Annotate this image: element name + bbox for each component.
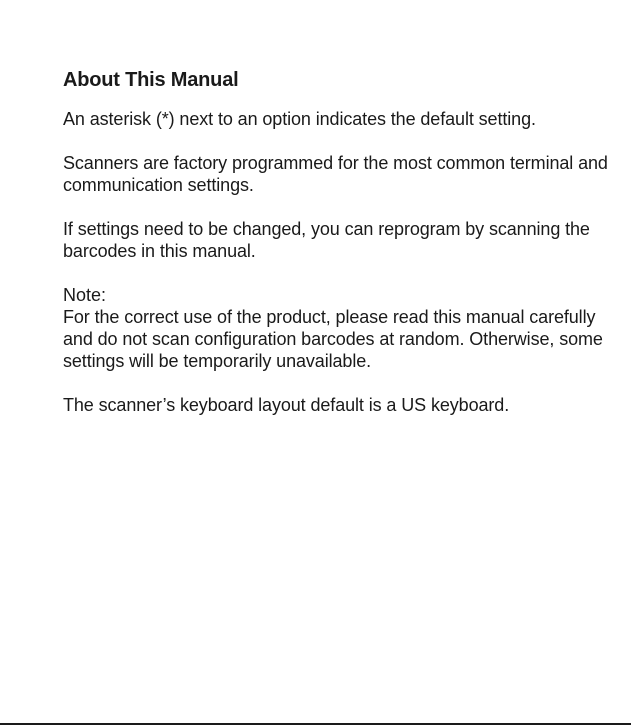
paragraph-default-setting: An asterisk (*) next to an option indicates the default setting. <box>63 109 536 129</box>
manual-page <box>63 66 608 438</box>
paragraph-factory-programmed: Scanners are factory programmed for the most common terminal and communication settings. <box>63 153 608 195</box>
note-block <box>63 284 608 372</box>
page-title: About This Manual <box>63 69 239 91</box>
note-text: For the correct use of the product, please read this manual carefully and do not scan configuration barcodes at random. Otherwise, some settings will be temporarily unavailable. <box>63 307 603 371</box>
note-label: Note: <box>63 285 107 305</box>
paragraph-reprogram: If settings need to be changed, you can reprogram by scanning the barcodes in this manual. <box>63 219 590 261</box>
paragraph-keyboard-layout: The scanner’s keyboard layout default is a US keyboard. <box>63 395 510 415</box>
